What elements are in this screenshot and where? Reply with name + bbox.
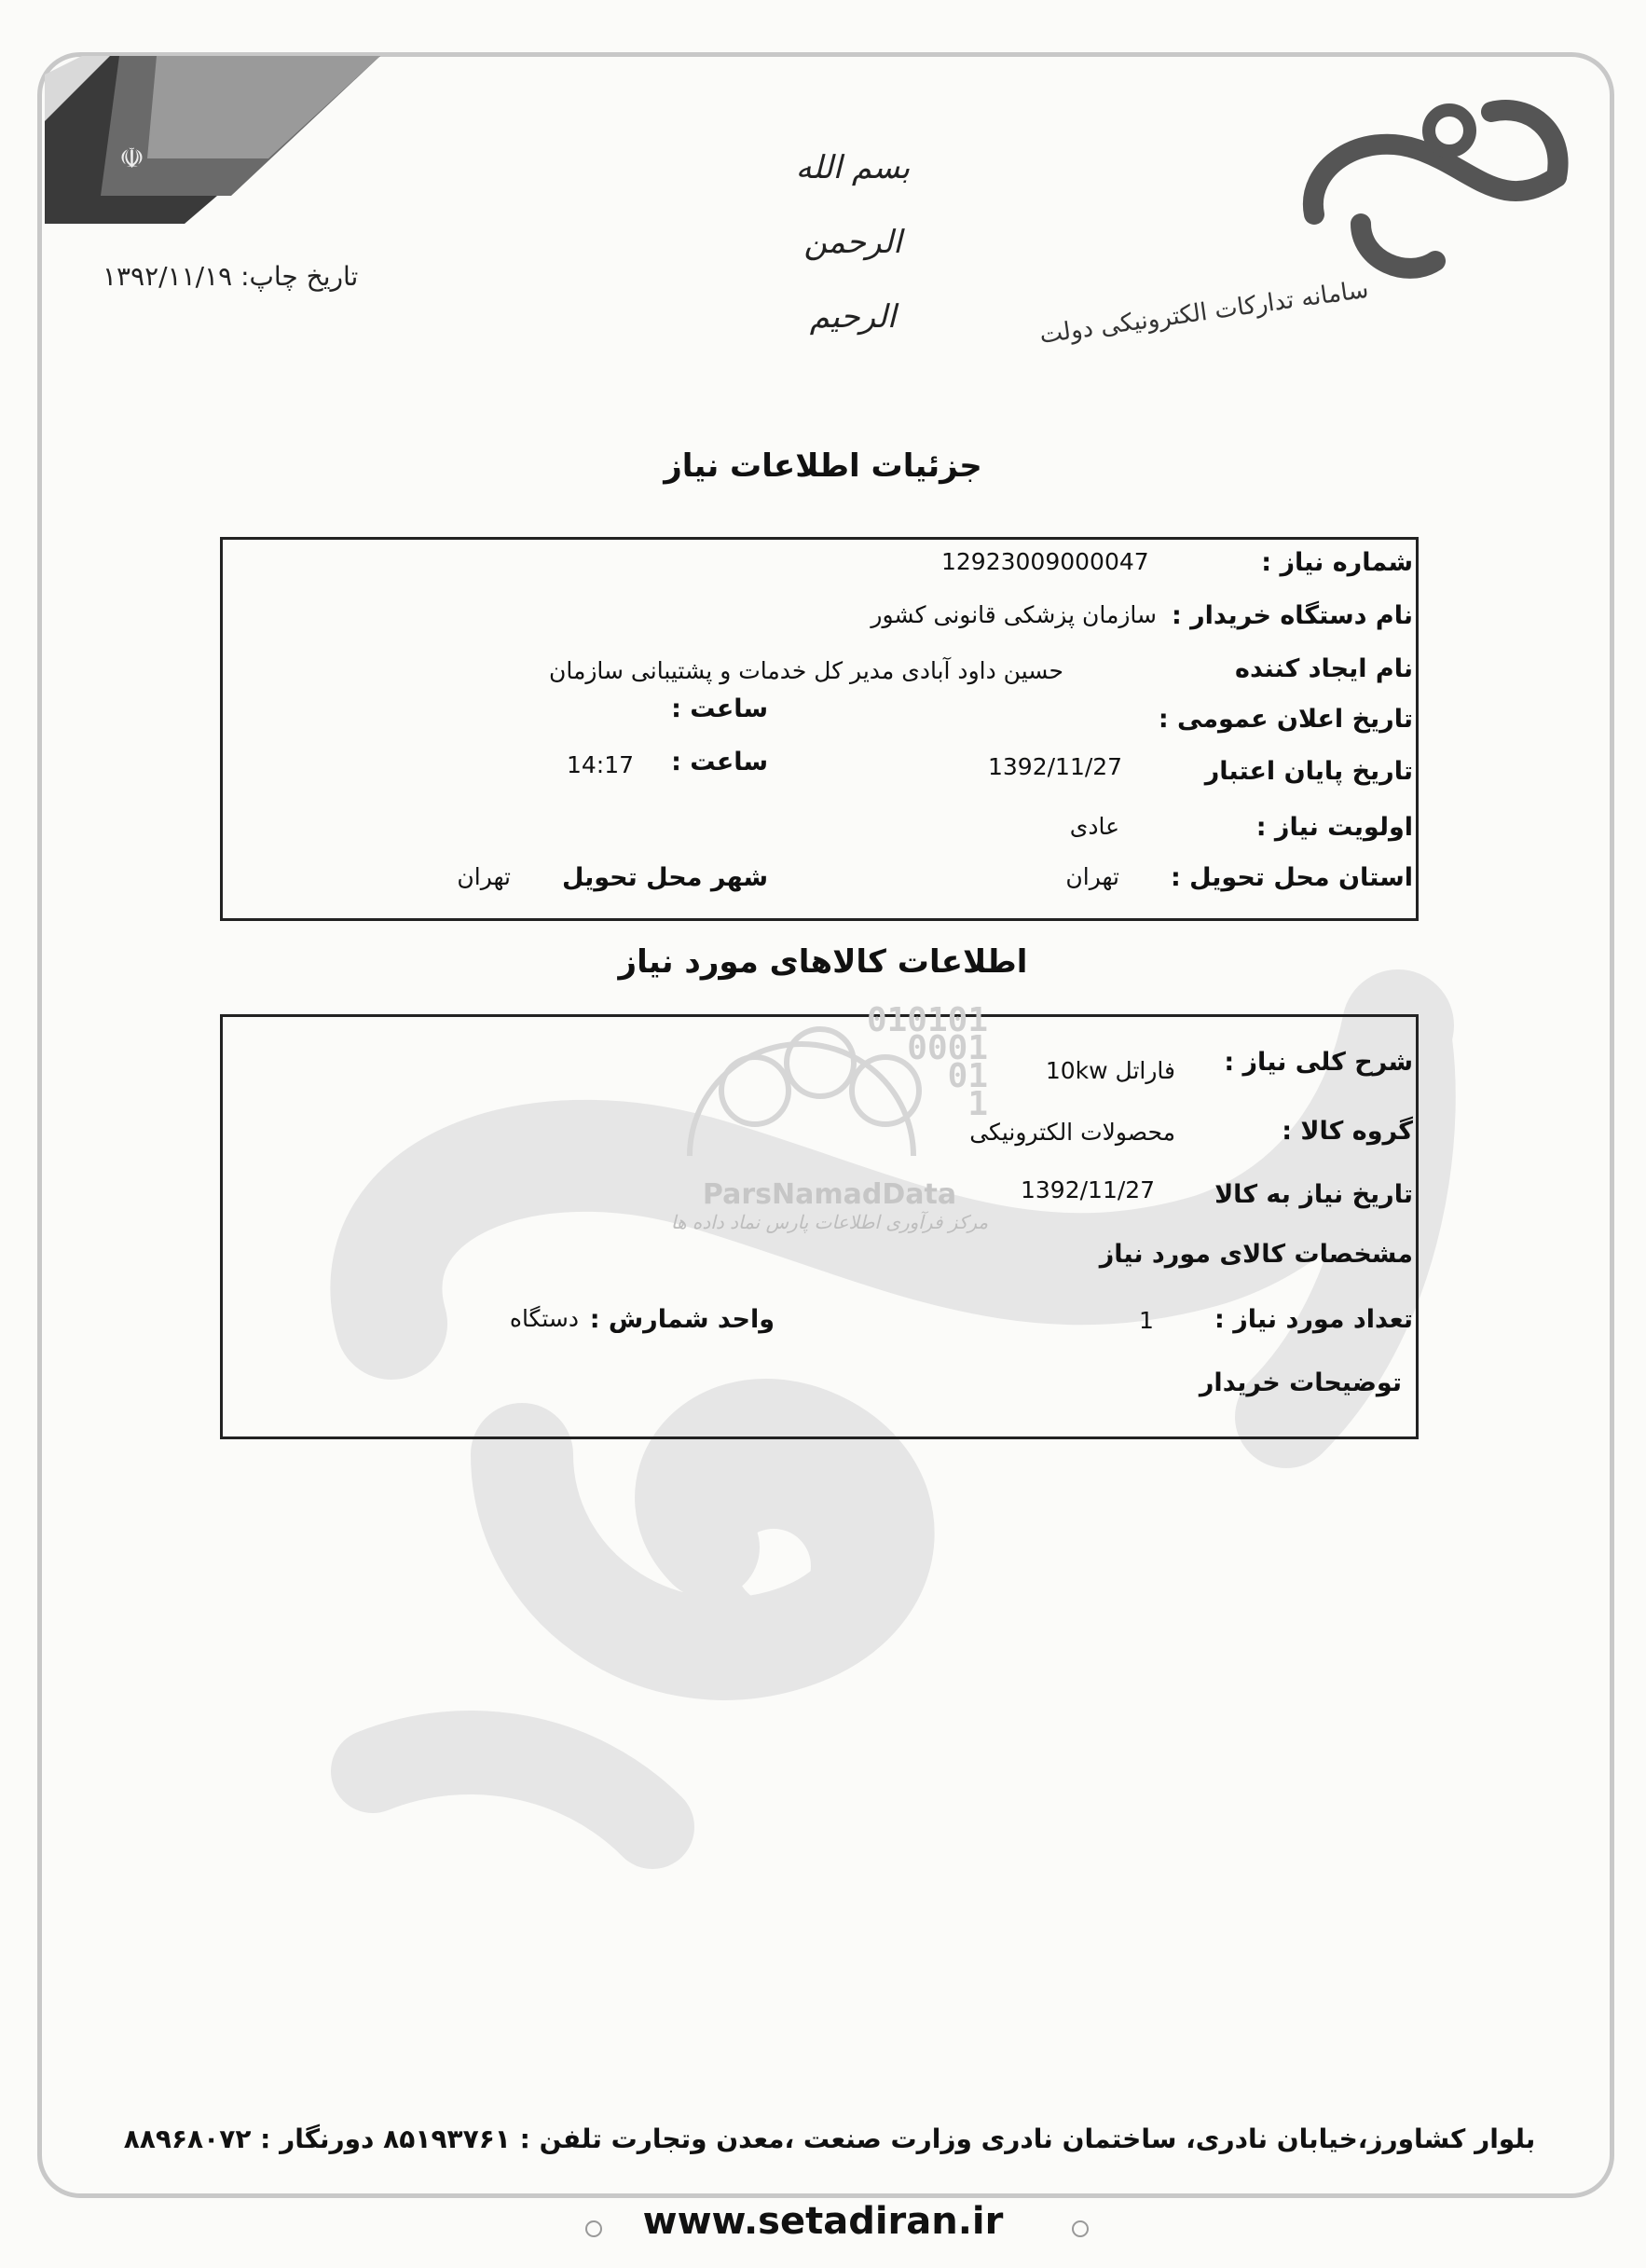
- description-label: شرح کلی نیاز :: [1224, 1048, 1413, 1077]
- city-label: شهر محل تحویل: [561, 863, 768, 892]
- quantity-value: 1: [1139, 1307, 1154, 1334]
- validity-time-label: ساعت :: [671, 748, 768, 777]
- binary-line: 1: [967, 1085, 988, 1123]
- description-value: فاراتل 10kw: [1045, 1057, 1175, 1084]
- footer-address: بلوار کشاورز،خیابان نادری، ساختمان نادری وزارت صنعت ،معدن وتجارت تلفن : ۸۵۱۹۳۷۶۱ دورنگار : ۸۸۹۶۸۰۷۲: [123, 2124, 1536, 2154]
- validity-time-value: 14:17: [567, 751, 635, 778]
- validity-date-label: تاریخ پایان اعتبار: [1204, 757, 1413, 786]
- binary-line: 01: [947, 1057, 988, 1095]
- footer-dot-icon: [1072, 2220, 1089, 2237]
- need-date-label: تاریخ نیاز به کالا: [1214, 1180, 1413, 1209]
- buyer-notes-label: توضیحات خریدار: [1199, 1368, 1402, 1397]
- logo-caption: سامانه تدارکات الکترونیکی دولت: [1037, 275, 1371, 350]
- group-label: گروه کالا :: [1282, 1117, 1413, 1146]
- print-date-value: ۱۳۹۲/۱۱/۱۹: [103, 261, 233, 292]
- buyer-label: نام دستگاه خریدار :: [1171, 601, 1413, 630]
- setad-logo-icon: [1037, 75, 1584, 373]
- announce-date-label: تاریخ اعلان عمومی :: [1158, 705, 1413, 734]
- parsnamad-subtitle: مرکز فرآوری اطلاعات پارس نماد داده ها: [670, 1211, 989, 1233]
- parsnamad-name: ParsNamadData: [702, 1178, 957, 1211]
- specs-label: مشخصات کالای مورد نیاز: [1099, 1240, 1413, 1269]
- priority-label: اولویت نیاز :: [1255, 813, 1413, 842]
- buyer-value: سازمان پزشکی قانونی کشور: [871, 601, 1157, 628]
- unit-value: دستگاه: [509, 1305, 579, 1332]
- need-number-label: شماره نیاز :: [1261, 548, 1413, 577]
- footer-dot-icon: [585, 2220, 602, 2237]
- need-number-value: 12923009000047: [941, 548, 1149, 575]
- binary-line: 0001: [907, 1029, 988, 1067]
- print-date-label: تاریخ چاپ:: [240, 261, 359, 292]
- province-value: تهران: [1065, 863, 1119, 890]
- unit-label: واحد شمارش :: [589, 1305, 775, 1334]
- need-details-title: جزئیات اطلاعات نیاز: [664, 447, 982, 485]
- emblem-icon: ☫: [119, 143, 144, 175]
- priority-value: عادی: [1069, 813, 1119, 840]
- binary-line: 010101: [866, 1001, 988, 1039]
- goods-info-title: اطلاعات کالاهای مورد نیاز: [618, 943, 1028, 981]
- need-date-value: 1392/11/27: [1021, 1176, 1156, 1203]
- group-value: محصولات الکترونیکی: [969, 1119, 1175, 1146]
- print-date: [103, 261, 382, 292]
- creator-label: نام ایجاد کننده: [1235, 654, 1413, 683]
- creator-value: حسین داود آبادی مدیر کل خدمات و پشتیبانی سازمان: [548, 657, 1063, 684]
- flag-band-graphic: [45, 56, 436, 224]
- city-value: تهران: [457, 863, 511, 890]
- footer-website: www.setadiran.ir: [642, 2200, 1004, 2243]
- binary-watermark: [820, 1001, 988, 1123]
- province-label: استان محل تحویل :: [1170, 863, 1413, 892]
- validity-date-value: 1392/11/27: [988, 753, 1123, 780]
- announce-time-label: ساعت :: [671, 694, 768, 723]
- basmala-calligraphy: بسم الله الرحمن الرحيم: [795, 149, 911, 336]
- quantity-label: تعداد مورد نیاز :: [1214, 1305, 1413, 1334]
